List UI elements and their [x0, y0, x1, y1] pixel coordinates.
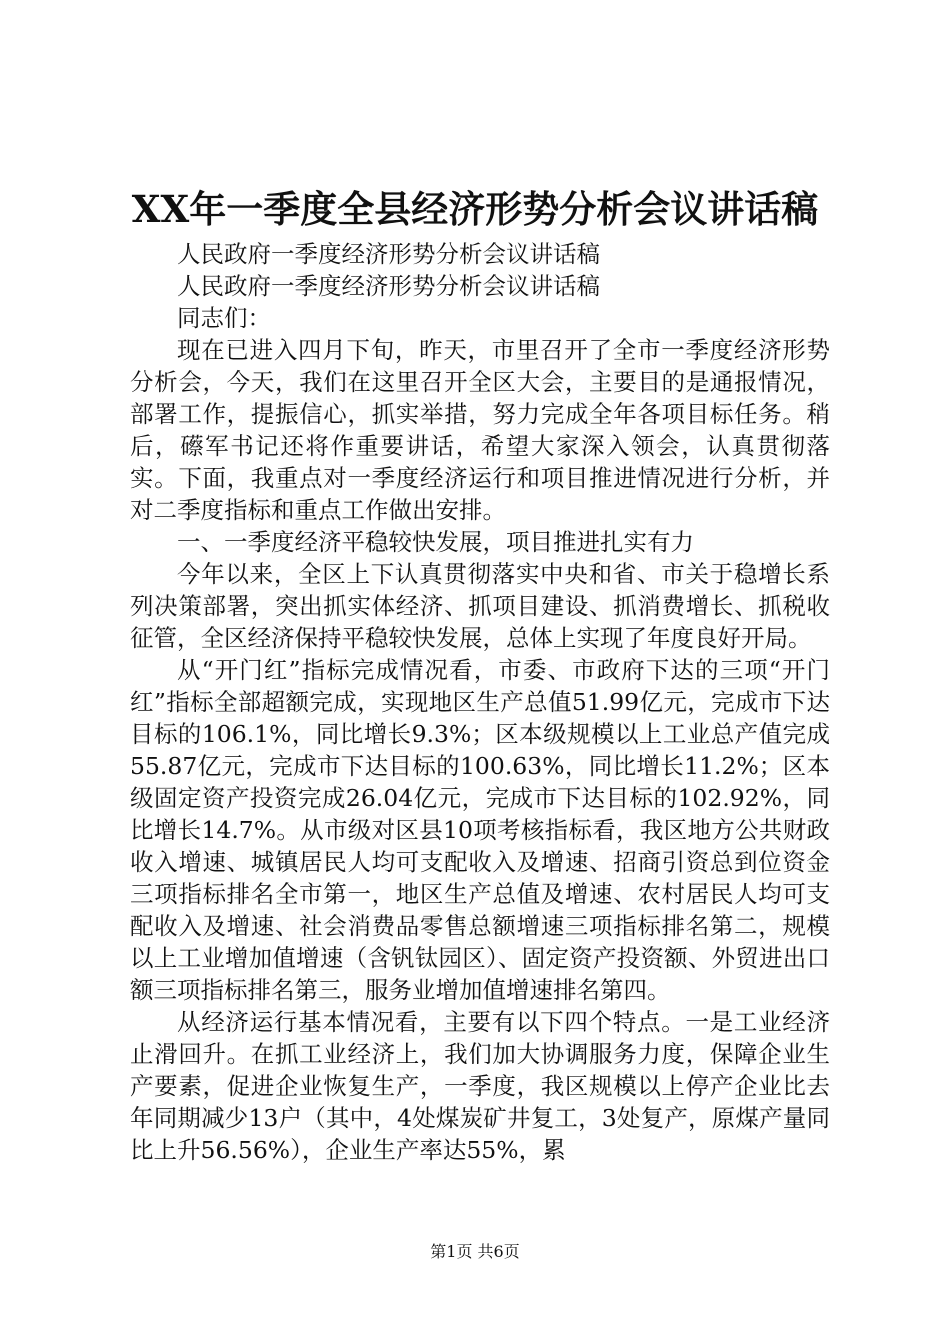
- paragraph: 现在已进入四月下旬，昨天，市里召开了全市一季度经济形势分析会，今天，我们在这里召开全区大会，主要目的是通报情况，部署工作，提振信心，抓实举措，努力完成全年各项目标任务。稍后，礤军书记还将作重要讲话，希望大家深入领会，认真贯彻落实。下面，我重点对一季度经济运行和项目推进情况进行分析，并对二季度指标和重点工作做出安排。: [130, 336, 830, 524]
- salutation: 同志们：: [177, 304, 271, 332]
- subtitle-line: 人民政府一季度经济形势分析会议讲话稿: [177, 240, 600, 268]
- paragraph: 从“开门红”指标完成情况看，市委、市政府下达的三项“开门红”指标全部超额完成，实现地区生产总值51.99亿元，完成市下达目标的106.1%，同比增长9.3%；区本级规模以上工业总产值完成55.87亿元，完成市下达目标的100.63%，同比增长11.2%；区本级固定资产投资完成26.04亿元，完成市下达目标的102.92%，同比增长14.7%。从市级对区县10项考核指标看，我区地方公共财政收入增速、城镇居民人均可支配收入及增速、招商引资总到位资金三项指标排名全市第一，地区生产总值及增速、农村居民人均可支配收入及增速、社会消费品零售总额增速三项指标排名第二，规模以上工业增加值增速（含钒钛园区）、固定资产投资额、外贸进出口额三项指标排名第三，服务业增加值增速排名第四。: [130, 656, 830, 1004]
- paragraph: 今年以来，全区上下认真贯彻落实中央和省、市关于稳增长系列决策部署，突出抓实体经济、抓项目建设、抓消费增长、抓税收征管，全区经济保持平稳较快发展，总体上实现了年度良好开局。: [130, 560, 830, 652]
- document-title: XX年一季度全县经济形势分析会议讲话稿: [131, 187, 819, 231]
- paragraph: 从经济运行基本情况看，主要有以下四个特点。一是工业经济止滑回升。在抓工业经济上，我们加大协调服务力度，保障企业生产要素，促进企业恢复生产，一季度，我区规模以上停产企业比去年同期减少13户（其中，4处煤炭矿井复工，3处复产，原煤产量同比上升56.56%），企业生产率达55%，累: [130, 1008, 830, 1164]
- document-body: [130, 238, 830, 1166]
- page-footer: 第1页 共6页: [430, 1242, 520, 1261]
- subtitle-line: 人民政府一季度经济形势分析会议讲话稿: [177, 272, 600, 300]
- section-heading: 一、一季度经济平稳较快发展，项目推进扎实有力: [177, 528, 694, 556]
